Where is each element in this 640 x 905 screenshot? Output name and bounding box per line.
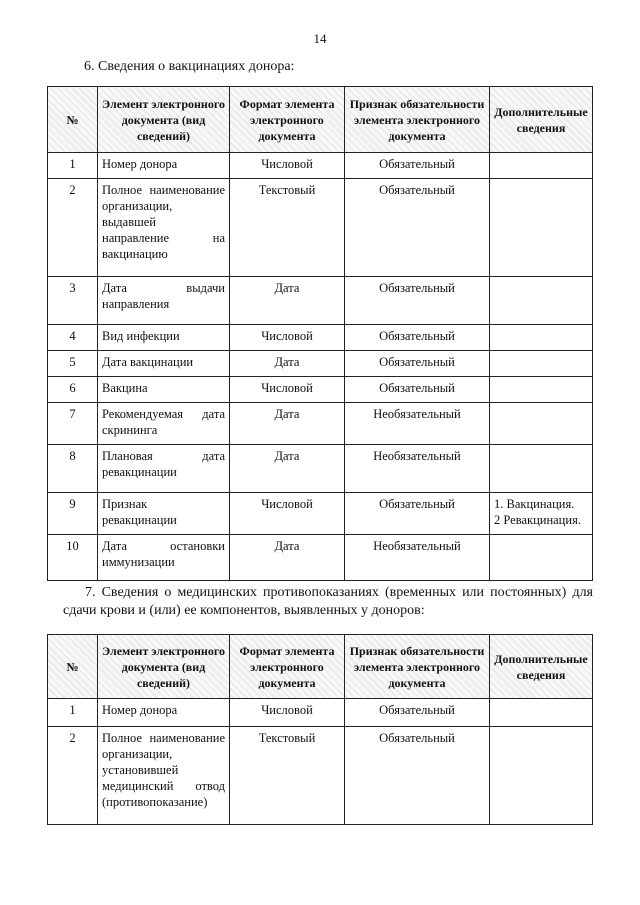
page-number: 14 bbox=[313, 31, 327, 46]
row-element: Дата остановки иммунизации bbox=[98, 535, 230, 581]
row-required: Необязательный bbox=[345, 445, 490, 493]
table-row bbox=[48, 153, 593, 179]
row-element: Номер донора bbox=[98, 153, 230, 179]
table-row bbox=[48, 403, 593, 445]
row-element: Вид инфекции bbox=[98, 325, 230, 351]
table-row bbox=[48, 727, 593, 825]
row-required: Обязательный bbox=[345, 325, 490, 351]
table-row bbox=[48, 493, 593, 535]
row-element: Полное наименование организации, выдавшей направление на вакцинацию bbox=[98, 179, 230, 277]
column-header-extra: Дополнительные сведения bbox=[490, 635, 593, 699]
row-required: Обязательный bbox=[345, 153, 490, 179]
column-header-format: Формат элемента электронного документа bbox=[230, 87, 345, 153]
row-required: Обязательный bbox=[345, 277, 490, 325]
row-extra bbox=[490, 699, 593, 727]
column-header-element: Элемент электронного документа (вид сведений) bbox=[98, 635, 230, 699]
row-required: Обязательный bbox=[345, 179, 490, 277]
row-format: Текстовый bbox=[230, 179, 345, 277]
row-format: Дата bbox=[230, 403, 345, 445]
column-header-element: Элемент электронного документа (вид сведений) bbox=[98, 87, 230, 153]
row-format: Дата bbox=[230, 351, 345, 377]
row-format: Числовой bbox=[230, 699, 345, 727]
extra-item: 1. Вакцинация. bbox=[494, 497, 575, 511]
section-7-heading: 7. Сведения о медицинских противопоказаниях (временных или постоянных) для сдачи крови и (или) ее компонентов, выявленных у доноров: bbox=[63, 585, 593, 618]
row-extra bbox=[490, 325, 593, 351]
row-number: 9 bbox=[48, 493, 98, 535]
table-header-row bbox=[48, 635, 593, 699]
table-row bbox=[48, 277, 593, 325]
contraindications-table bbox=[47, 634, 593, 825]
row-number: 1 bbox=[48, 153, 98, 179]
row-required: Необязательный bbox=[345, 535, 490, 581]
row-required: Обязательный bbox=[345, 699, 490, 727]
table-row bbox=[48, 377, 593, 403]
row-required: Обязательный bbox=[345, 727, 490, 825]
extra-item: 2 Ревакцинация. bbox=[494, 513, 581, 527]
row-element: Дата выдачи направления bbox=[98, 277, 230, 325]
row-number: 6 bbox=[48, 377, 98, 403]
table-row bbox=[48, 535, 593, 581]
column-header-format: Формат элемента электронного документа bbox=[230, 635, 345, 699]
column-header-extra: Дополнительные сведения bbox=[490, 87, 593, 153]
table-row bbox=[48, 445, 593, 493]
table-header-row bbox=[48, 87, 593, 153]
row-number: 2 bbox=[48, 727, 98, 825]
row-extra bbox=[490, 351, 593, 377]
row-required: Необязательный bbox=[345, 403, 490, 445]
row-number: 5 bbox=[48, 351, 98, 377]
row-number: 3 bbox=[48, 277, 98, 325]
row-format: Числовой bbox=[230, 325, 345, 351]
row-required: Обязательный bbox=[345, 377, 490, 403]
row-extra bbox=[490, 493, 593, 535]
table-row bbox=[48, 179, 593, 277]
row-element: Плановая дата ревакцинации bbox=[98, 445, 230, 493]
row-format: Дата bbox=[230, 445, 345, 493]
row-extra bbox=[490, 377, 593, 403]
row-number: 8 bbox=[48, 445, 98, 493]
column-header-required: Признак обязательности элемента электронного документа bbox=[345, 635, 490, 699]
row-extra bbox=[490, 153, 593, 179]
row-number: 7 bbox=[48, 403, 98, 445]
row-extra bbox=[490, 445, 593, 493]
row-required: Обязательный bbox=[345, 351, 490, 377]
table-row bbox=[48, 699, 593, 727]
row-extra bbox=[490, 535, 593, 581]
row-number: 1 bbox=[48, 699, 98, 727]
row-element: Номер донора bbox=[98, 699, 230, 727]
row-extra bbox=[490, 179, 593, 277]
row-extra bbox=[490, 727, 593, 825]
row-format: Числовой bbox=[230, 153, 345, 179]
row-required: Обязательный bbox=[345, 493, 490, 535]
row-number: 10 bbox=[48, 535, 98, 581]
row-number: 4 bbox=[48, 325, 98, 351]
row-element: Признак ревакцинации bbox=[98, 493, 230, 535]
row-element: Дата вакцинации bbox=[98, 351, 230, 377]
table-row bbox=[48, 325, 593, 351]
row-element: Полное наименование организации, установившей медицинский отвод (противопоказание) bbox=[98, 727, 230, 825]
column-header-number: № bbox=[48, 635, 98, 699]
row-element: Рекомендуемая дата скрининга bbox=[98, 403, 230, 445]
row-format: Числовой bbox=[230, 493, 345, 535]
row-format: Дата bbox=[230, 277, 345, 325]
row-number: 2 bbox=[48, 179, 98, 277]
vaccination-table bbox=[47, 86, 593, 581]
section-6-heading: 6. Сведения о вакцинациях донора: bbox=[84, 59, 295, 74]
row-extra bbox=[490, 403, 593, 445]
table-row bbox=[48, 351, 593, 377]
column-header-number: № bbox=[48, 87, 98, 153]
column-header-required: Признак обязательности элемента электронного документа bbox=[345, 87, 490, 153]
row-element: Вакцина bbox=[98, 377, 230, 403]
row-format: Числовой bbox=[230, 377, 345, 403]
row-format: Текстовый bbox=[230, 727, 345, 825]
row-format: Дата bbox=[230, 535, 345, 581]
row-extra bbox=[490, 277, 593, 325]
